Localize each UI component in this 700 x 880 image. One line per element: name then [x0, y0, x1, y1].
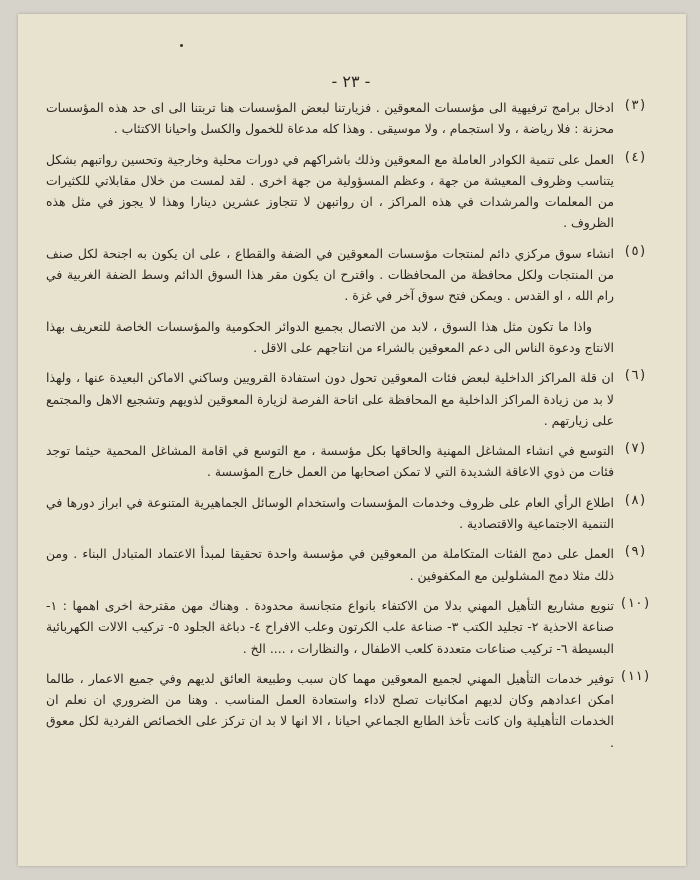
list-item-3	[46, 97, 656, 140]
item-number: (٧)	[623, 441, 647, 457]
item-number: (٦)	[623, 368, 647, 384]
item-text: اطلاع الرأي العام على ظروف وخدمات المؤسسات واستخدام الوسائل الجماهيرية المتنوعة في ابراز دورها في التنمية الاجتماعية والاقتصادية .	[46, 494, 614, 532]
item-number: (٣)	[623, 98, 647, 113]
list-item-9	[46, 543, 656, 586]
document-page	[18, 14, 686, 866]
market-paragraph: واذا ما تكون مثل هذا السوق ، لابد من الاتصال بجميع الدوائر الحكومية والمؤسسات الخاصة للتعريف بهذا الانتاج ودعوة الناس الى دعم المعوقين بالشراء من انتاجهم على الاقل .	[46, 318, 614, 355]
list-item-8	[46, 492, 656, 535]
page-number: - ٢٣ -	[331, 72, 371, 91]
item-number: (١١)	[619, 668, 651, 684]
item-number: (٨)	[623, 492, 647, 508]
item-number: (٥)	[623, 243, 647, 259]
item-text: تنويع مشاريع التأهيل المهني بدلا من الاكتفاء بانواع متجانسة محدودة . وهناك مهن مقترحة اخرى اهمها : ١- صناعة الاحذية ٢- تجليد الكتب ٣- صناعة علب الكرتون وعلب الافراح ٤- دباغة الجلود ٥- تركيب الالات الكهربائية البسيطة ٦- تركيب صناعات متعددة كلعب الاطفال ، والنظارات ، .... الخ .	[46, 597, 615, 656]
list-item-5	[46, 243, 656, 307]
item-text: التوسع في انشاء المشاغل المهنية والحاقها بكل مؤسسة ، مع التوسع في اقامة المشاغل المحمية حيثما توجد فئات من ذوي الاعاقة الشديدة التي لا تمكن اصحابها من العمل خارج المؤسسة .	[46, 443, 614, 480]
item-text: توفير خدمات التأهيل المهني لجميع المعوقين مهما كان سبب وطبيعة العائق لديهم وفي جميع الاعمار ، طالما امكن اعدادهم وكان لديهم امكانيات تصلح لاداء واستعادة العمل المناسب . وهنا من الضروري ان نعلم ان الخدمات التأهيلية وان كانت تأخذ الطابع الجماعي احيانا ، الا انها لا بد ان تركز على الخصائص الفردية لكل معوق .	[46, 670, 614, 750]
item-text: العمل على تنمية الكوادر العاملة مع المعوقين وذلك باشراكهم في دورات محلية وخارجية وتحسين رواتبهم بشكل يتناسب وظروف المعيشة من جهة ، وعظم المسؤولية من جهة اخرى . لقد لمست من خلال مقابلاتي للكثيرات من المعلمات والمرشدات في هذه المراكز ، ان رواتبهن لا تتجاوز عشرين دينارا وهذا لا يجوز في مثل هذه الظروف .	[46, 151, 614, 231]
item-number: (٤)	[623, 149, 647, 165]
item-text: ان قلة المراكز الداخلية لبعض فئات المعوقين تحول دون استفادة القرويين وساكني الاماكن البعيدة عنها ، ولهذا لا بد من زيادة المراكز الداخلية مع المحافظة على اتاحة الفرصة لزيارة المعوقين لذويهم وتشجيع الاهل والمجتمع على زيارتهم .	[46, 370, 614, 428]
list-item-4	[46, 149, 656, 234]
list-item-6	[46, 367, 656, 431]
ink-dot	[180, 44, 183, 47]
item-number: (١٠)	[619, 595, 651, 611]
item-text: العمل على دمج الفئات المتكاملة من المعوقين في مؤسسة واحدة تحقيقا لمبدأ الاعتماد المتبادل البناء . ومن ذلك مثلا دمج المشلولين مع المكفوفين .	[46, 546, 614, 583]
list-item-7	[46, 440, 656, 483]
list-item-10	[46, 595, 656, 659]
item-text: ادخال برامج ترفيهية الى مؤسسات المعوقين . فزيارتنا لبعض المؤسسات هنا تربتنا الى اى حد هذه المؤسسات محزنة : فلا رياضة ، ولا استجمام ، ولا موسيقى . وهذا كله مدعاة للخمول والكسل واحيانا الاكتئاب .	[46, 100, 614, 137]
item-number: (٩)	[623, 544, 647, 560]
item-text: انشاء سوق مركزي دائم لمنتجات مؤسسات المعوقين في الضفة والقطاع ، على ان يكون به اجنحة لكل صنف من المنتجات ولكل محافظة من المحافظات . واقترح ان يكون مقر هذا السوق الدائم وسط الضفة الغربية في رام الله ، او القدس . ويمكن فتح سوق آخر في غزة .	[46, 245, 614, 304]
list-item-11	[46, 668, 656, 753]
